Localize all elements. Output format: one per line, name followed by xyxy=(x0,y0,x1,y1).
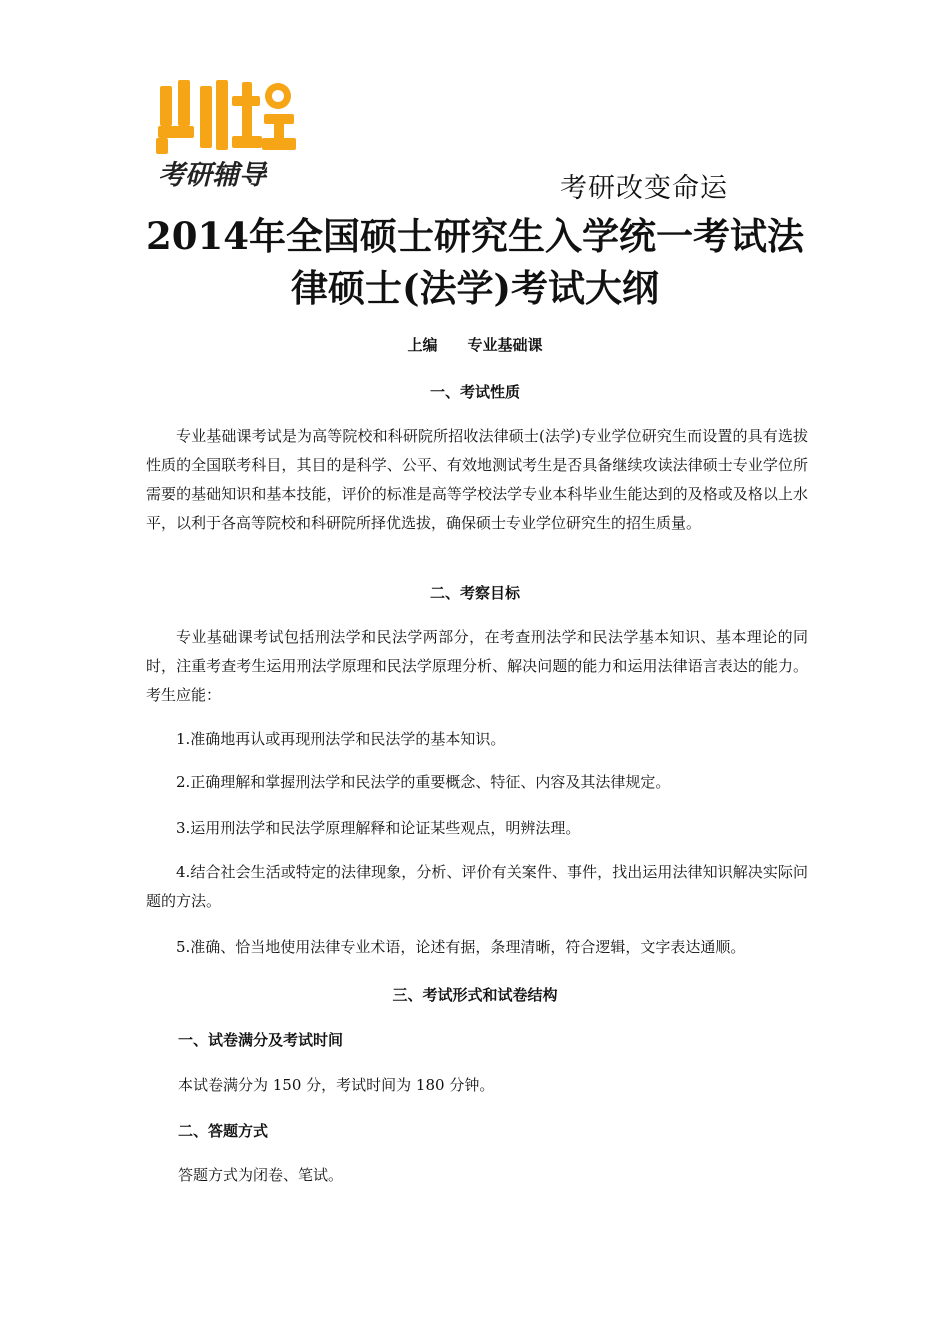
section1-heading: 一、考试性质 xyxy=(429,383,520,401)
exam-score-time-heading: 一、试卷满分及考试时间 xyxy=(178,1031,344,1049)
objective-item-2: 2.正确理解和掌握刑法学和民法学的重要概念、特征、内容及其法律规定。 xyxy=(176,773,671,791)
logo-mark xyxy=(150,76,300,196)
exam-score-time-text: 本试卷满分为 150 分，考试时间为 180 分钟。 xyxy=(178,1076,495,1094)
kaicheng-logo xyxy=(150,76,300,196)
part-heading: 上编 专业基础课 xyxy=(407,336,543,354)
objective-item-5: 5.准确、恰当地使用法律专业术语，论述有据，条理清晰，符合逻辑，文字表达通顺。 xyxy=(176,938,746,956)
section1-paragraph: 专业基础课考试是为高等院校和科研院所招收法律硕士(法学)专业学位研究生而设置的具有选拔性质的全国联考科目，其目的是科学、公平、有效地测试考生是否具备继续攻读法律硕士专业学位所需要的基础知识和基本技能，评价的标准是高等学校法学专业本科毕业生能达到的及格或及格以上水平，以利于各高等院校和科研院所择优选拔，确保硕士专业学位研究生的招生质量。 xyxy=(146,427,808,532)
section2-heading: 二、考察目标 xyxy=(429,584,520,602)
section3-heading: 三、考试形式和试卷结构 xyxy=(392,986,558,1004)
title-line-1: 2014年全国硕士研究生入学统一考试法 xyxy=(146,214,804,258)
title-line-2: 律硕士(法学)考试大纲 xyxy=(290,266,659,310)
answer-method-heading: 二、答题方式 xyxy=(178,1122,269,1140)
objective-item-1: 1.准确地再认或再现刑法学和民法学的基本知识。 xyxy=(176,730,506,748)
slogan: 考研改变命运 xyxy=(560,173,728,204)
section2-paragraph: 专业基础课考试包括刑法学和民法学两部分，在考查刑法学和民法学基本知识、基本理论的同时，注重考查考生运用刑法学原理和民法学原理分析、解决问题的能力和运用法律语言表达的能力。考生应能： xyxy=(146,628,808,704)
answer-method-text: 答题方式为闭卷、笔试。 xyxy=(178,1166,344,1184)
objective-item-3: 3.运用刑法学和民法学原理解释和论证某些观点，明辨法理。 xyxy=(176,819,581,837)
document-title xyxy=(130,210,820,314)
logo-subtitle: 考研辅导 xyxy=(158,160,266,191)
objective-item-4: 4.结合社会生活或特定的法律现象，分析、评价有关案件、事件，找出运用法律知识解决实际问题的方法。 xyxy=(146,863,808,910)
